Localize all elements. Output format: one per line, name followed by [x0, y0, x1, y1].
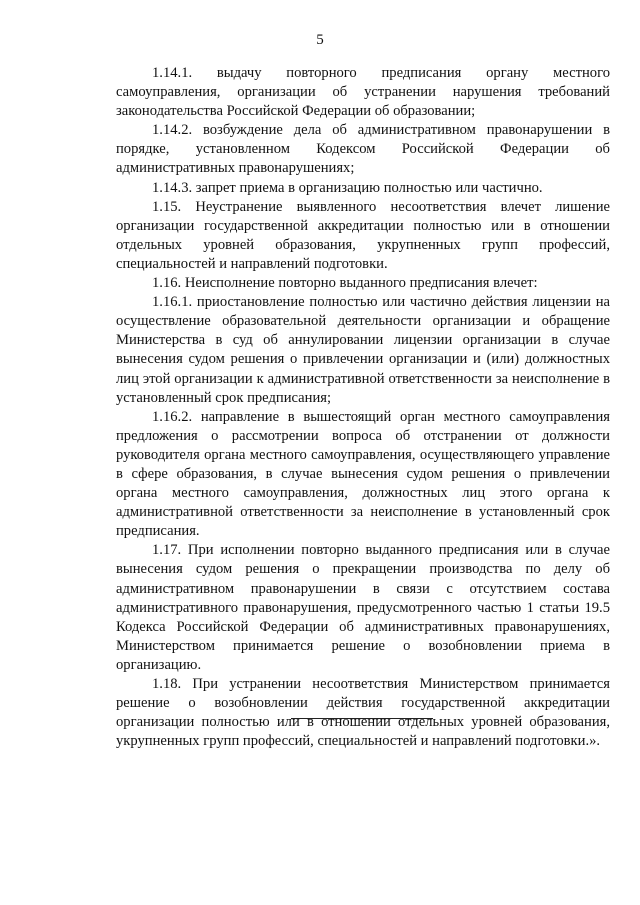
- paragraph-1-14-1: 1.14.1. выдачу повторного предписания органу местного самоуправления, организации об устранении нарушения требований законодательства Российской Федерации об образовании;: [116, 65, 610, 120]
- paragraph-1-15: 1.15. Неустранение выявленного несоответствия влечет лишение организации государственной аккредитации полностью или в отношении отдельных уровней образования, укрупненных групп профессий, специальностей и направлений подготовки.: [116, 198, 610, 272]
- document-body: [116, 64, 610, 751]
- paragraph-1-16-2: 1.16.2. направление в вышестоящий орган местного самоуправления предложения о рассмотрении вопроса об отстранении от должности руководителя органа местного самоуправления, осуществляющего управление в сфере образования, в случае вынесения судом решения о привлечении органа местного самоуправления, должностных лиц этого органа к административной ответственности за неисполнение в установленный срок предписания.: [116, 408, 610, 540]
- page-number: 5: [316, 32, 324, 48]
- paragraph-1-14-2: 1.14.2. возбуждение дела об административном правонарушении в порядке, установленном Кодексом Российской Федерации об административных правонарушениях;: [116, 122, 610, 177]
- paragraph-1-16: 1.16. Неисполнение повторно выданного предписания влечет:: [152, 275, 538, 292]
- paragraph-1-18: 1.18. При устранении несоответствия Министерством принимается решение о возобновлении действия государственной аккредитации организации полностью или в отношении отдельных уровней образования, укрупненных групп профессий, специальностей и направлений подготовки.».: [116, 676, 610, 750]
- paragraph-1-14-3: 1.14.3. запрет приема в организацию полностью или частично.: [152, 179, 543, 196]
- end-separator-line: [291, 718, 433, 719]
- paragraph-1-17: 1.17. При исполнении повторно выданного предписания или в случае вынесения судом решения о прекращении производства по делу об административном правонарушении в связи с отсутствием состава административного правонарушения, предусмотренного частью 1 статьи 19.5 Кодекса Российской Федерации об административных правонарушениях, Министерством принимается решение о возобновлении приема в организацию.: [116, 542, 610, 673]
- paragraph-1-16-1: 1.16.1. приостановление полностью или частично действия лицензии на осуществление образовательной деятельности организации и обращение Министерства в суд об аннулировании лицензии организации в случае вынесения судом решения о привлечении организации и (или) должностных лиц этой организации к административной ответственности за неисполнение в установленный срок предписания;: [116, 294, 610, 406]
